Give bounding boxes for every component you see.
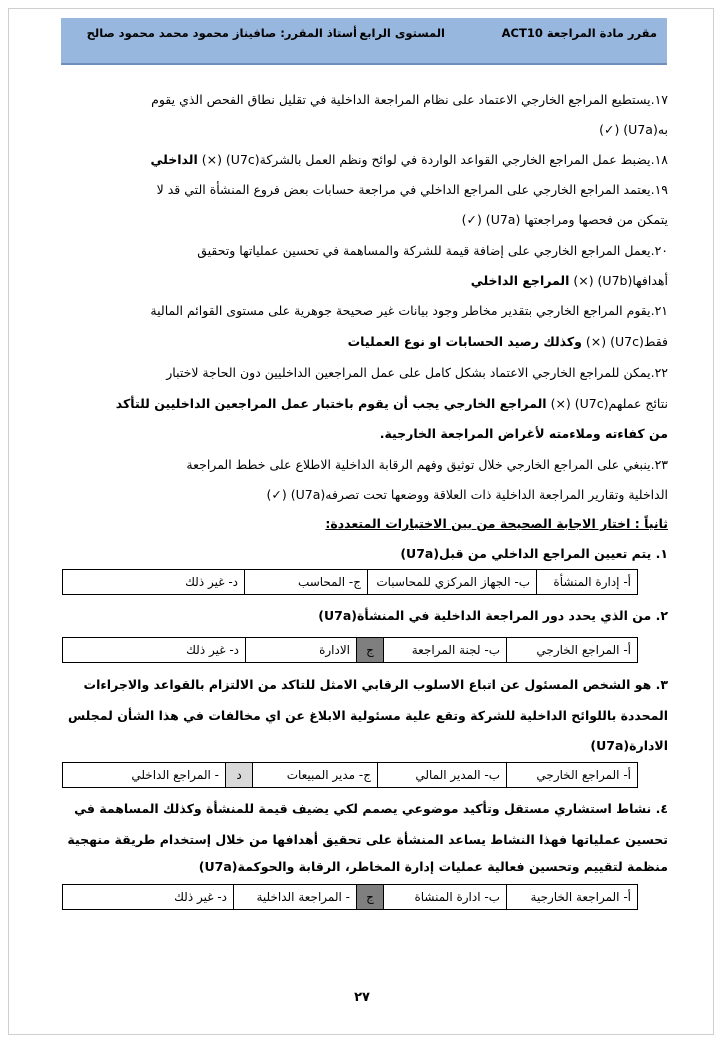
question-4-line-2: تحسين عملياتها فهذا النشاط يساعد المنشأة على تحقيق أهدافها من خلال إستخدام طريقة منهجية [67, 832, 668, 847]
question-1-text: ١. يتم تعيين المراجع الداخلي من قبل(U7a) [400, 546, 668, 561]
question-4-line-3: منظمة لتقييم وتحسين فعالية عمليات إدارة المخاطر، الرقابة والحوكمة(U7a) [198, 859, 668, 874]
q4-answer-marker: ج [357, 885, 384, 910]
statement-18-text: ١٨.يضبط عمل المراجع الخارجي القواعد الواردة في لوائح ونظم العمل بالشركة(U7c) (×) [201, 152, 668, 167]
statement-17-line-1: ١٧.يستطيع المراجع الخارجي الاعتماد على نظام المراجعة الداخلية في تقليل نطاق الفحص الذي يقوم [151, 92, 668, 107]
q3-option-b: ب- المدير المالي [378, 763, 507, 788]
question-2-options [62, 637, 638, 663]
q4-option-a: أ- المراجعة الخارجية [507, 885, 638, 910]
question-3-line-2: المحددة باللوائح الداخلية للشركة وتقع علية مسئولية الابلاغ عن اي مخالفات في هذا الشأن لمجلس [68, 708, 668, 723]
page-number: ٢٧ [354, 990, 370, 1005]
page-header [61, 18, 667, 65]
statement-22-line-1: ٢٢.يمكن للمراجع الخارجي الاعتماد بشكل كامل على عمل المراجعين الداخليين دون الحاجة لاختبار [166, 365, 668, 380]
statement-22-line-3: من كفاءته وملاءمته لأغراض المراجعة الخارجية. [379, 426, 668, 441]
statement-19-line-1: ١٩.يعتمد المراجع الخارجي على المراجع الداخلي في مراجعة حسابات بعض فروع المنشأة التي قد لا [156, 182, 668, 197]
question-4-line-1: ٤. نشاط استشاري مستقل وتأكيد موضوعي يصمم لكي يضيف قيمة للمنشأة وكذلك المساهمة في [74, 801, 668, 816]
q3-answer-marker: د [226, 763, 253, 788]
q2-answer-marker: ج [357, 638, 384, 663]
statement-20-line-1: ٢٠.يعمل المراجع الخارجي على إضافة قيمة للشركة والمساهمة في تحسين عملياتها وتحقيق [197, 243, 668, 258]
statement-21-line-2 [56, 334, 668, 349]
question-1-options [62, 569, 638, 595]
statement-22-line-2 [56, 396, 668, 411]
statement-18 [56, 152, 668, 167]
q3-option-d: - المراجع الداخلي [63, 763, 226, 788]
q2-option-c: الادارة [246, 638, 357, 663]
q1-option-a: أ- إدارة المنشأة [537, 570, 638, 595]
statement-17-line-2: به(U7a) (✓) [599, 122, 668, 137]
question-3-line-3: الادارة(U7a) [590, 738, 668, 753]
q2-option-b: ب- لجنة المراجعة [384, 638, 507, 663]
statement-20-correction: المراجع الداخلي [470, 273, 570, 288]
teacher-name: أستاذ المقرر: صافيناز محمود محمد محمود صالح [86, 26, 357, 40]
statement-21-line-1: ٢١.يقوم المراجع الخارجي بتقدير مخاطر وجود بيانات غير صحيحة جوهرية على مستوى القوائم المالية [150, 303, 668, 318]
statement-21-text: فقط(U7c) (×) [585, 334, 668, 349]
course-title: مقرر مادة المراجعة ACT10 [501, 26, 657, 40]
question-3-options [62, 762, 638, 788]
statement-21-correction: وكذلك رصيد الحسابات او نوع العمليات [347, 334, 582, 349]
statement-23-line-2: الداخلية وتقارير المراجعة الداخلية ذات العلاقة ووضعها تحت تصرفه(U7a) (✓) [266, 487, 668, 502]
q3-option-a: أ- المراجع الخارجي [507, 763, 638, 788]
q2-option-a: أ- المراجع الخارجي [507, 638, 638, 663]
statement-18-correction: الداخلي [150, 152, 198, 167]
question-2-text: ٢. من الذي يحدد دور المراجعة الداخلية في المنشأة(U7a) [318, 608, 668, 623]
level-label: المستوى الرابع [359, 26, 445, 40]
q1-option-c: ج- المحاسب [245, 570, 368, 595]
q2-option-d: د- غير ذلك [63, 638, 246, 663]
statement-22-text: نتائج عملهم(U7c) (×) [550, 396, 668, 411]
statement-20-line-2 [56, 273, 668, 288]
q4-option-c: - المراجعة الداخلية [234, 885, 357, 910]
statement-19-line-2: يتمكن من فحصها ومراجعتها (U7a) (✓) [461, 212, 668, 227]
q1-option-d: د- غير ذلك [63, 570, 245, 595]
statement-23-line-1: ٢٣.ينبغي على المراجع الخارجي خلال توثيق وفهم الرقابة الداخلية الاطلاع على خطط المراجعة [186, 457, 668, 472]
q3-option-c: ج- مدير المبيعات [253, 763, 378, 788]
question-3-line-1: ٣. هو الشخص المسئول عن اتباع الاسلوب الرقابي الامثل للتاكد من الالتزام بالقواعد والاجراءات [83, 677, 668, 692]
q1-option-b: ب- الجهاز المركزي للمحاسبات [368, 570, 537, 595]
question-4-options [62, 884, 638, 910]
q4-option-d: د- غير ذلك [63, 885, 234, 910]
statement-22-correction: المراجع الخارجي يجب أن يقوم باختبار عمل المراجعين الداخليين للتأكد [115, 396, 547, 411]
section-title: ثانياً : اختار الاجابة الصحيحة من بين الاختيارات المتعددة: [325, 516, 668, 531]
q4-option-b: ب- ادارة المنشاة [384, 885, 507, 910]
statement-20-text: أهدافها(U7b) (×) [573, 273, 668, 288]
